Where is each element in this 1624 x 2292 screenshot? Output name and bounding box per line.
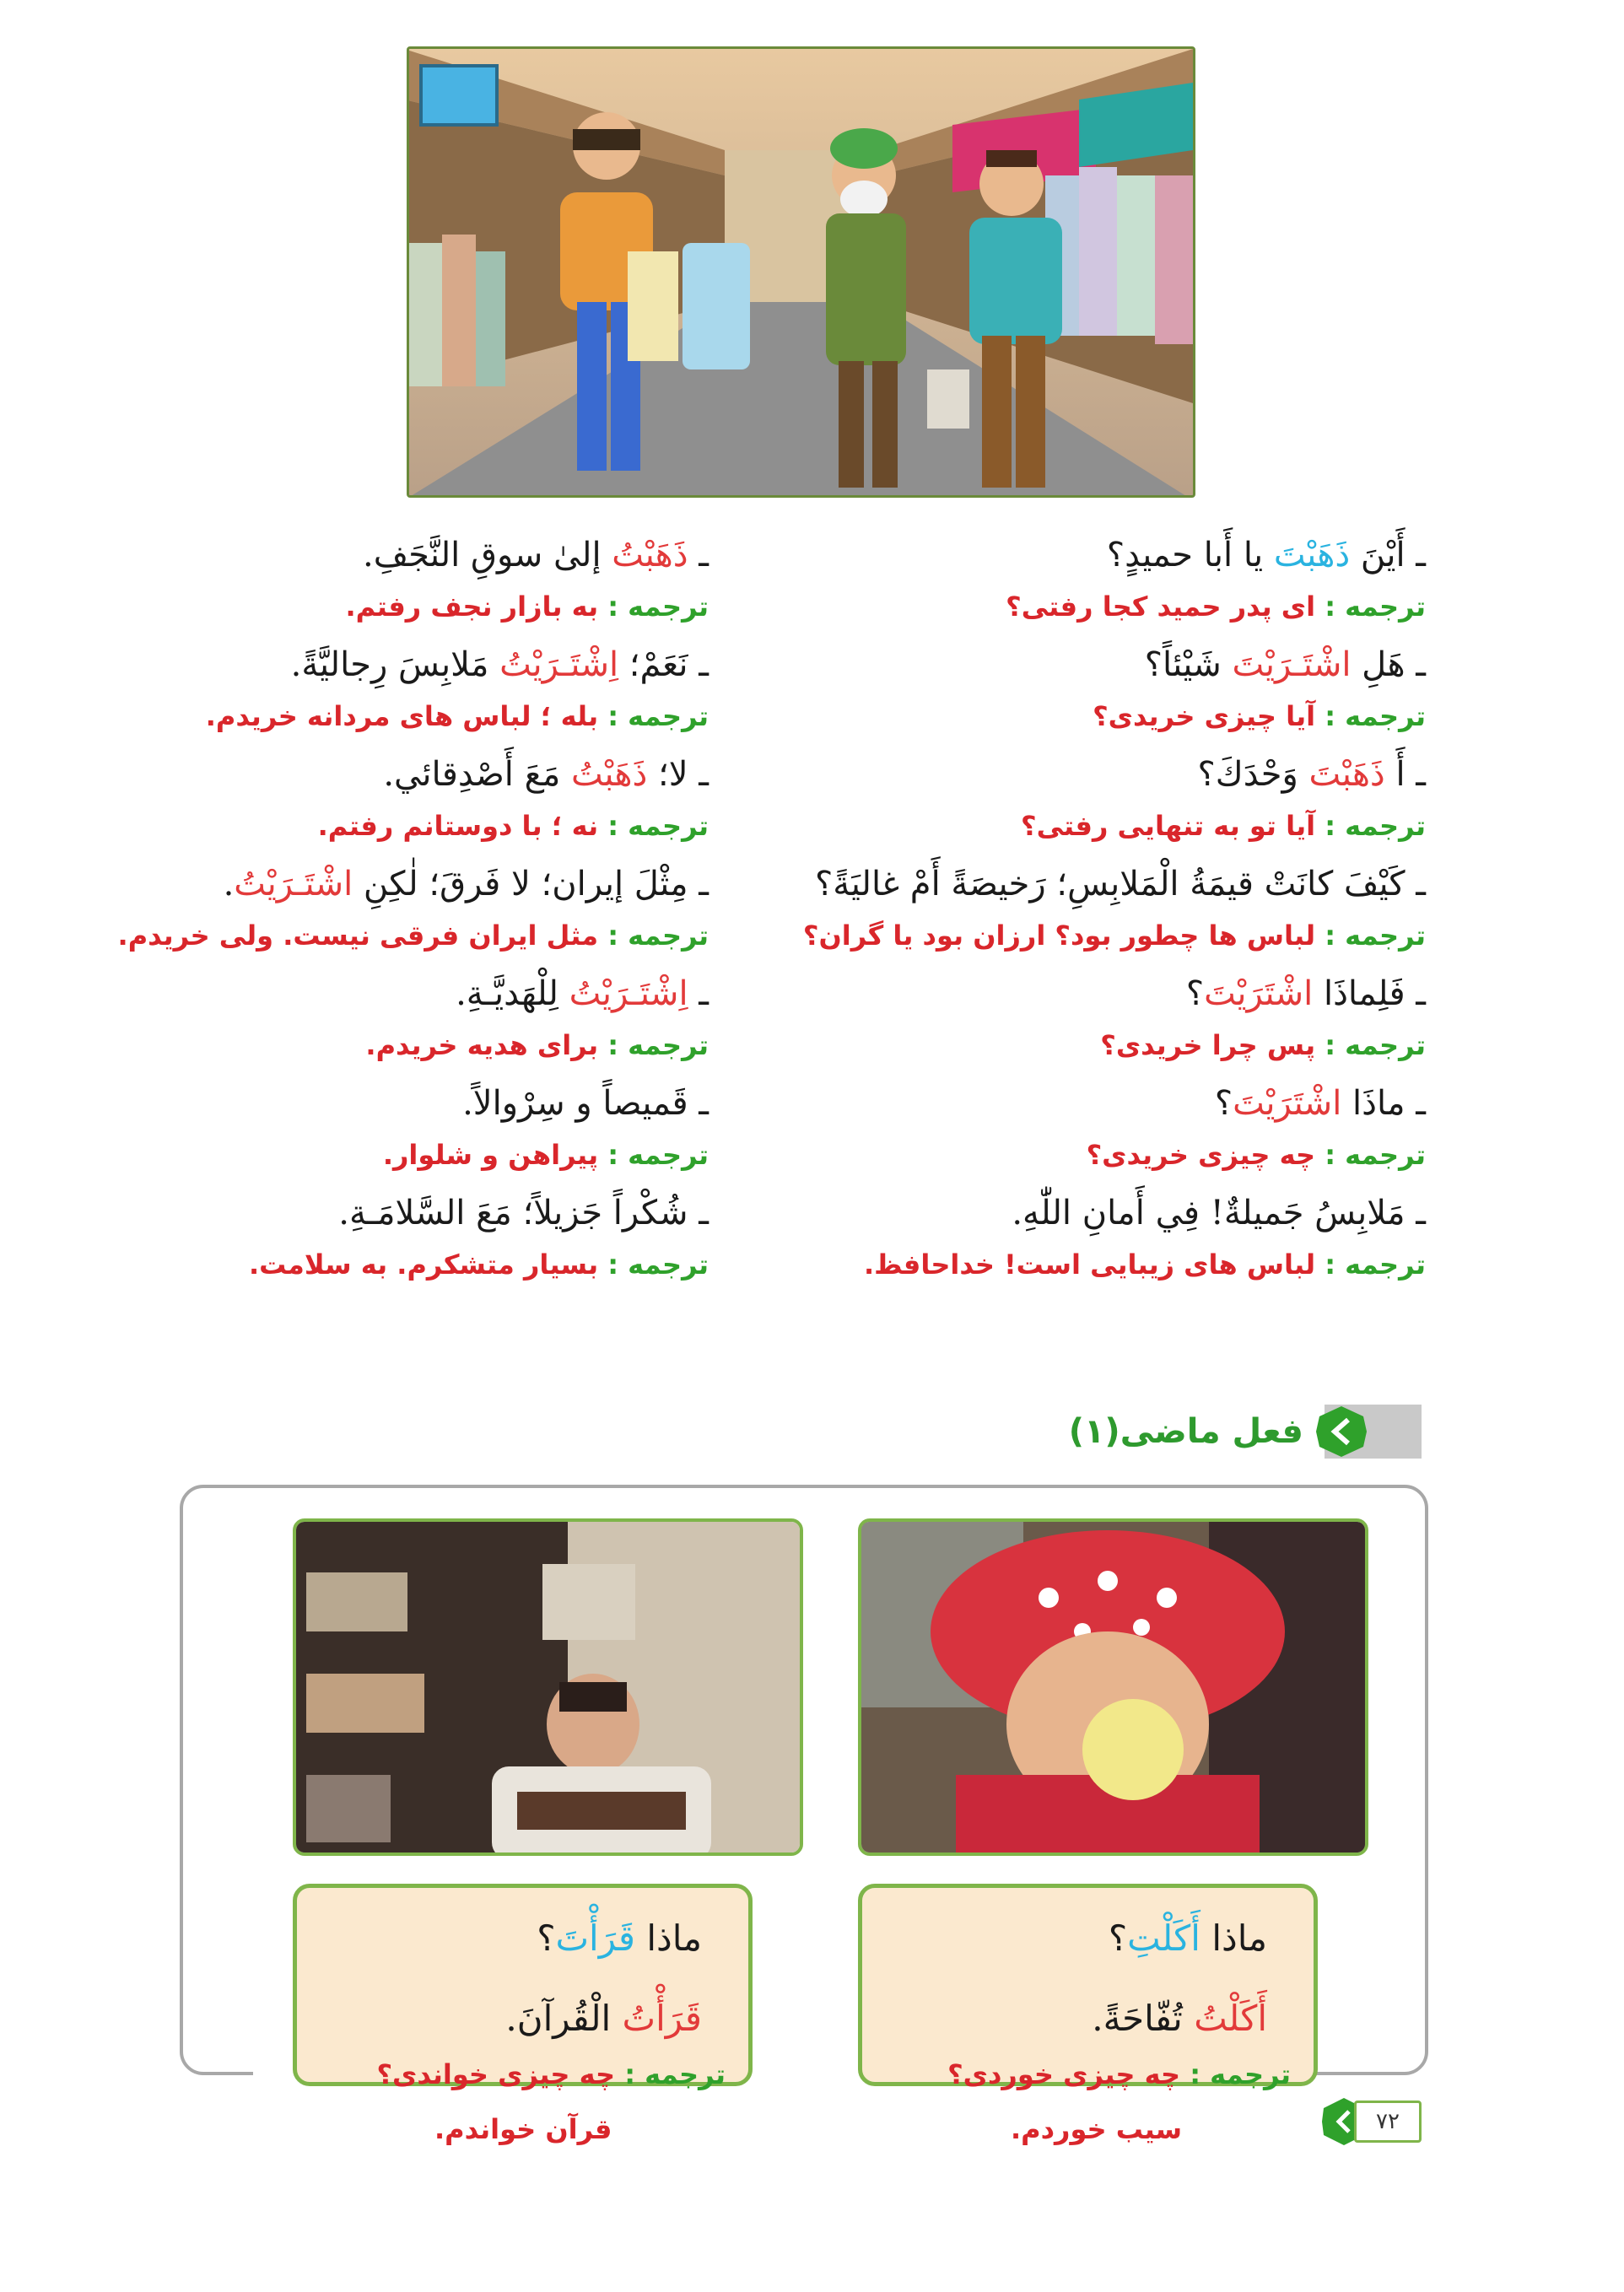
- dialogue-line: ـ كَیْفَ كانَتْ قیمَةُ الْمَلابِسِ؛ رَخیصَةً أَمْ غالیَةً؟: [815, 865, 1426, 903]
- section-title: فعل ماضی(۱): [1068, 1412, 1303, 1451]
- dialogue-line: ـ مِثْلَ إيران؛ لا فَرقَ؛ لٰكِنِ اشْتَـرَیْتُ.: [223, 865, 709, 903]
- translation-line: ترجمه : آیا تو به تنهایی رفتی؟: [1021, 810, 1426, 842]
- translation-line: ترجمه : به بازار نجف رفتم.: [345, 591, 709, 623]
- card-question: ماذا قَرَأْتَ؟: [537, 1917, 702, 1959]
- dialogue-line: ـ ماذَا اشْتَرَیْتَ؟: [1214, 1084, 1426, 1123]
- leaf-badge-icon: [1314, 1405, 1368, 1459]
- market-illustration: [407, 46, 1195, 498]
- dialogue-line: ـ فَلِماذَا اشْتَرَیْتَ؟: [1185, 974, 1426, 1013]
- dialogue-line: ـ ذَهَبْتُ إلىٰ سوقِ النَّجَفِ.: [362, 536, 709, 574]
- dialogue-line: ـ أَ ذَهَبْتَ وَحْدَكَ؟: [1197, 755, 1426, 794]
- card-question: ماذا أَكَلْتِ؟: [1108, 1917, 1267, 1959]
- dialogue-line: ـ أَیْنَ ذَهَبْتَ یا أَبا حمیدٍ؟: [1106, 536, 1426, 574]
- example-card-ate: [858, 1884, 1318, 2086]
- translation-line: ترجمه : بله ؛ لباس های مردانه خریدم.: [205, 700, 709, 732]
- translation-line: ترجمه : لباس های زیبایی است! خداحافظ.: [863, 1248, 1426, 1281]
- card-translation: ترجمه : چه چیزی خواندی؟: [376, 2058, 726, 2090]
- example-card-read: [293, 1884, 753, 2086]
- translation-line: ترجمه : مثل ایران فرقی نیست. ولی خریدم.: [117, 919, 709, 952]
- dialogue-line: ـ قَمیصاً و سِرْوالاً.: [462, 1084, 709, 1123]
- card-translation-answer: قرآن خواندم.: [434, 2113, 612, 2145]
- dialogue-line: ـ مَلابِسُ جَمیلةٌ! فِي أَمانِ اللّٰهِ.: [1012, 1194, 1426, 1232]
- dialogue-line: ـ نَعَمْ؛ اِشْتَـرَیْتُ مَلابِسَ رِجالیَّةً.: [290, 645, 709, 684]
- card-answer: قَرَأْتُ الْقُرآنَ.: [505, 1998, 702, 2039]
- dialogue-right-column: [768, 527, 1426, 1295]
- card-translation: ترجمه : چه چیزی خوردی؟: [947, 2058, 1291, 2090]
- translation-line: ترجمه : لباس ها چطور بود؟ ارزان بود یا گران؟: [802, 919, 1426, 952]
- translation-line: ترجمه : آیا چیزی خریدی؟: [1093, 700, 1426, 732]
- dialogue-line: ـ هَلِ اشْتَـرَیْتَ شَیْئاً؟: [1144, 645, 1426, 684]
- translation-line: ترجمه : چه چیزی خریدی؟: [1086, 1139, 1426, 1171]
- dialogue-line: ـ شُكْراً جَزیلاً؛ مَعَ السَّلامَـةِ.: [338, 1194, 709, 1232]
- translation-line: ترجمه : برای هدیه خریدم.: [365, 1029, 709, 1061]
- dialogue-line: ـ اِشْتَـرَیْتُ لِلْهَدیَّـةِ.: [456, 974, 709, 1013]
- page-number: ۷۲: [1354, 2101, 1422, 2143]
- translation-line: ترجمه : نه ؛ با دوستانم رفتم.: [317, 810, 709, 842]
- photo-girl-eating-apple: [858, 1518, 1368, 1856]
- photo-boy-reading-quran: [293, 1518, 803, 1856]
- card-translation-answer: سیب خوردم.: [1011, 2113, 1183, 2145]
- dialogue-line: ـ لا؛ ذَهَبْتُ مَعَ أَصْدِقائي.: [383, 755, 709, 794]
- translation-line: ترجمه : ای پدر حمید کجا رفتی؟: [1006, 591, 1426, 623]
- translation-line: ترجمه : بسیار متشکرم. به سلامت.: [248, 1248, 709, 1281]
- dialogue-left-column: [51, 527, 709, 1295]
- card-answer: أَكَلْتُ تُفّاحَةً.: [1092, 1998, 1267, 2039]
- translation-line: ترجمه : پس چرا خریدی؟: [1100, 1029, 1426, 1061]
- translation-line: ترجمه : پیراهن و شلوار.: [382, 1139, 709, 1171]
